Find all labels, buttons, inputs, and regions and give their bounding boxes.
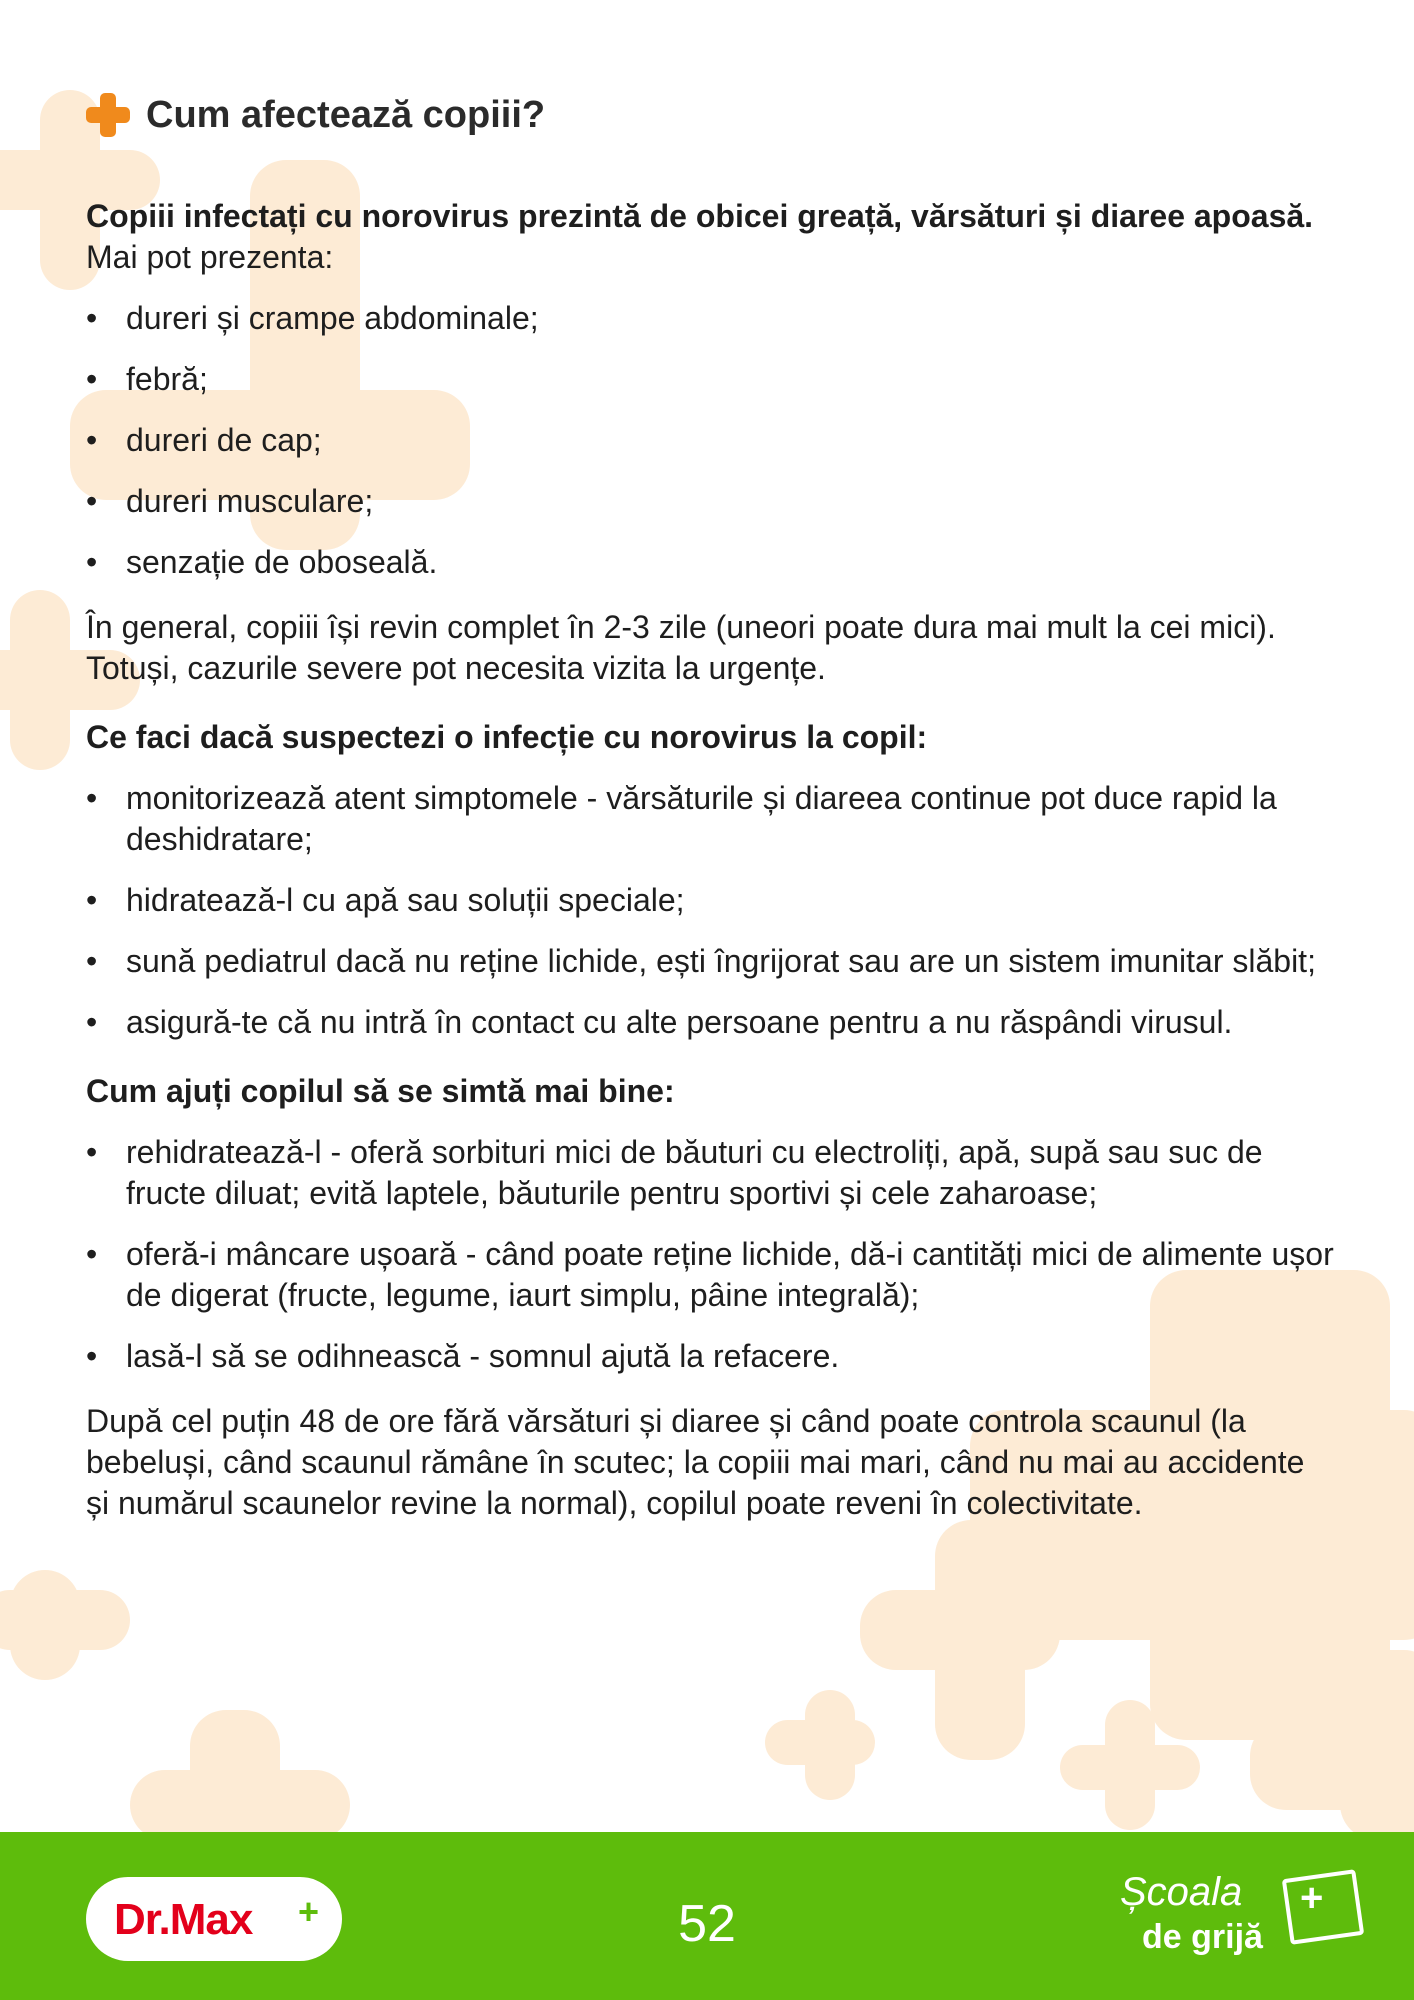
scoala-logo-line2: de grijă [1142,1918,1263,1956]
list-item: • hidratează-l cu apă sau soluții speciale; [86,880,1336,921]
orange-plus-icon [86,93,130,137]
list-item: • sună pediatrul dacă nu reține lichide, ești îngrijorat sau are un sistem imunitar slăbit; [86,941,1336,982]
list-item: • dureri de cap; [86,420,1336,461]
help-list [86,1132,1336,1377]
list-item: • asigură-te că nu intră în contact cu alte persoane pentru a nu răspândi virusul. [86,1002,1336,1043]
footer-bar [0,1832,1414,2000]
list-item: • rehidratează-l - oferă sorbituri mici de băuturi cu electroliți, apă, supă sau suc de fructe diluat; evită laptele, băuturile pentru sportivi și cele zaharoase; [86,1132,1336,1214]
list-item: • oferă-i mâncare ușoară - când poate reține lichide, dă-i cantități mici de alimente ușor de digerat (fructe, legume, iaurt simplu, pâine integrală); [86,1234,1336,1316]
suspect-heading: Ce faci dacă suspectezi o infecție cu norovirus la copil: [86,719,928,755]
list-item: • senzație de oboseală. [86,542,1336,583]
symptoms-list [86,298,1336,583]
drmax-logo-text: Dr.Max [114,1895,253,1944]
list-item: • monitorizează atent simptomele - vărsăturile și diareea continue pot duce rapid la deshidratare; [86,778,1336,860]
list-item: • febră; [86,359,1336,400]
book-plus-sign: + [1300,1876,1324,1920]
help-heading: Cum ajuți copilul să se simtă mai bine: [86,1073,675,1109]
list-item: • lasă-l să se odihnească - somnul ajută la refacere. [86,1336,1336,1377]
page-title: Cum afectează copiii? [146,93,546,136]
scoala-logo-line1: Școala [1120,1870,1243,1914]
intro-rest: Mai pot prezenta: [86,239,334,275]
drmax-plus-icon: + [298,1891,320,1932]
section-title-row [86,90,1336,140]
recovery-paragraph: În general, copiii își revin complet în 2-3 zile (uneori poate dura mai mult la cei mici). Totuși, cazurile severe pot necesita vizita la urgențe. [86,609,1276,686]
scoala-de-grija-logo [1120,1870,1370,1970]
intro-paragraph [86,196,1336,278]
intro-bold: Copiii infectați cu norovirus prezintă de obicei greață, vărsături și diaree apoasă. [86,198,1314,234]
suspect-list [86,778,1336,1043]
page-content [86,90,1336,1524]
list-item: • dureri și crampe abdominale; [86,298,1336,339]
page-number: 52 [678,1895,736,1953]
list-item: • dureri musculare; [86,481,1336,522]
closing-paragraph: După cel puțin 48 de ore fără vărsături și diaree și când poate controla scaunul (la bebeluși, când scaunul rămâne în scutec; la copiii mai mari, când nu mai au accidente și numărul scaunelor revine la normal), copilul poate reveni în colectivitate. [86,1403,1305,1521]
